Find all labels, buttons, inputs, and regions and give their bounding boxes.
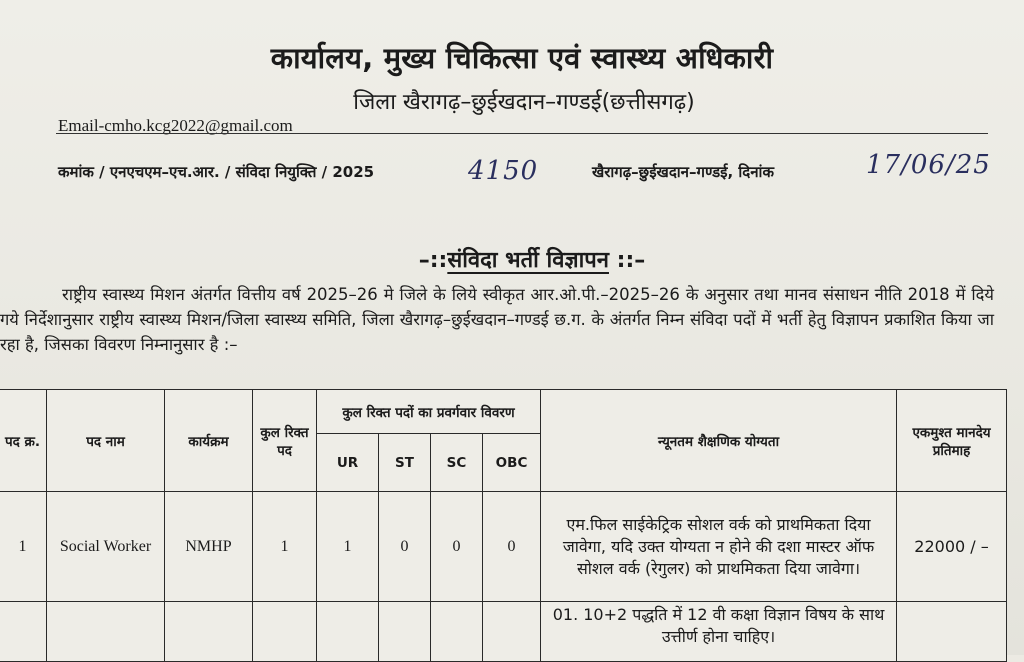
vacancy-table (0, 389, 1007, 662)
cell-ur (317, 602, 379, 662)
office-title: कार्यालय, मुख्य चिकित्सा एवं स्वास्थ्य अधिकारी (270, 41, 774, 75)
notice-heading-prefix: –:: (418, 248, 448, 273)
header-post-name: पद नाम (47, 390, 165, 492)
district-line: जिला खैरागढ़–छुईखदान–गण्डई(छत्तीसगढ़) (353, 90, 695, 115)
cell-st: 0 (379, 492, 431, 602)
notice-paragraph: राष्ट्रीय स्वास्थ्य मिशन अंतर्गत वित्तीय वर्ष 2025–26 मे जिले के लिये स्वीकृत आर.ओ.पी.–2025–26 के अनुसार तथा मानव संसाधन नीति 2018 में दिये गये निर्देशानुसार राष्ट्रीय स्वास्थ्य मिशन/जिला स्वास्थ्य समिति, जिला खैरागढ़–छुईखदान–गण्डई छ.ग. के अंतर्गत निम्न संविदा पदों में भर्ती हेतु विज्ञापन प्रकाशित किया जा रहा है, जिसका विवरण निम्नानुसार है :– (0, 285, 994, 354)
header-program: कार्यक्रम (165, 390, 253, 492)
table-row (0, 602, 1007, 662)
notice-heading-title: संविदा भर्ती विज्ञापन (447, 248, 609, 273)
cell-total (253, 602, 317, 662)
cell-salary: 22000 / – (897, 492, 1007, 602)
cell-obc (483, 602, 541, 662)
notice-heading-suffix: ::– (616, 248, 646, 273)
header-total-vacancies: कुल रिक्त पद (253, 390, 317, 492)
cell-qualification: एम.फिल साईकेट्रिक सोशल वर्क को प्राथमिकता दिया जावेगा, यदि उक्त योग्यता न होने की दशा मास्टर ऑफ सोशल वर्क (रेगुलर) को प्राथमिकता दिया जावेगा। (541, 492, 897, 602)
notice-paragraph-block (0, 282, 994, 357)
cell-post-name: Social Worker (47, 492, 165, 602)
table-row (0, 492, 1007, 602)
reference-number-label: कमांक / एनएचएम–एच.आर. / संविदा नियुक्ति / 2025 (58, 163, 375, 181)
cell-total: 1 (253, 492, 317, 602)
cell-serial: 1 (0, 492, 47, 602)
cell-sc (431, 602, 483, 662)
cell-st (379, 602, 431, 662)
header-salary: एकमुश्त मानदेय प्रतिमाह (897, 390, 1007, 492)
header-divider (56, 133, 988, 134)
header-serial: पद क्र. (0, 390, 47, 492)
notice-heading (0, 244, 1024, 274)
cell-program: NMHP (165, 492, 253, 602)
cell-obc: 0 (483, 492, 541, 602)
cell-sc: 0 (431, 492, 483, 602)
place-date-label: खैरागढ़–छुईखदान–गण्डई, दिनांक (592, 163, 774, 181)
header-ur: UR (317, 434, 379, 492)
cell-serial (0, 602, 47, 662)
header-obc: OBC (483, 434, 541, 492)
header-qualification: न्यूनतम शैक्षणिक योग्यता (541, 390, 897, 492)
cell-program (165, 602, 253, 662)
header-category-group: कुल रिक्त पदों का प्रवर्गवार विवरण (317, 390, 541, 434)
header-sc: SC (431, 434, 483, 492)
cell-ur: 1 (317, 492, 379, 602)
handwritten-reference-number: 4150 (468, 156, 539, 186)
header-st: ST (379, 434, 431, 492)
cell-post-name (47, 602, 165, 662)
cell-salary (897, 602, 1007, 662)
email-address: Email-cmho.kcg2022@gmail.com (58, 116, 293, 135)
cell-qualification: 01. 10+2 पद्धति में 12 वी कक्षा विज्ञान विषय के साथ उत्तीर्ण होना चाहिए। (541, 602, 897, 662)
handwritten-date: 17/06/25 (866, 150, 991, 180)
